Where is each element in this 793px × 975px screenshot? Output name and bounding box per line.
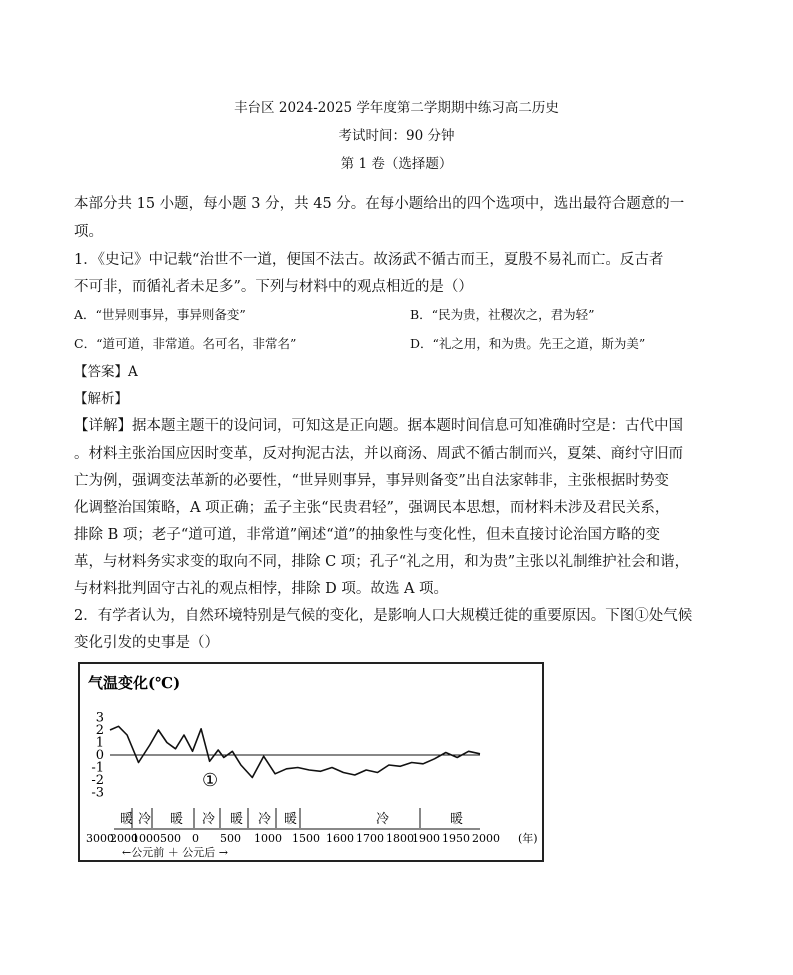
era-label: ←公元前 ＋ 公元后 → — [122, 846, 228, 859]
annotation-circled-1: ① — [202, 770, 219, 791]
temperature-chart — [78, 662, 544, 862]
x-unit-label: (年) — [518, 832, 538, 845]
q1-option-a[interactable]: A．“世异则事异，事异则备变” — [74, 307, 246, 322]
period-label: 冷 — [138, 812, 152, 827]
q2-stem-line-2: 变化引发的史事是（） — [74, 635, 219, 651]
q1-detail-line: 【详解】据本题主题干的设问词，可知这是正向题。据本题时间信息可知准确时空是：古代中国 — [74, 418, 683, 434]
y-tick-label: -2 — [91, 773, 104, 788]
series-line — [110, 726, 480, 777]
period-label: 暖 — [120, 812, 134, 827]
intro-line-2: 项。 — [74, 224, 103, 240]
chart-title: 气温变化(℃) — [88, 674, 181, 692]
q1-analysis-label: 【解析】 — [74, 391, 128, 407]
q1-detail-line: 。材料主张治国应因时变革，反对拘泥古法，并以商汤、周武不循古制而兴，夏桀、商纣守旧而 — [74, 446, 683, 462]
x-ticks — [86, 832, 500, 845]
y-tick-label: -3 — [91, 785, 104, 801]
q1-detail-line: 亡为例，强调变法革新的必要性，“世异则事异，事异则备变”出自法家韩非，主张根据时势变 — [74, 473, 669, 489]
x-tick-label: 2000 — [472, 832, 500, 845]
x-tick-label: 1950 — [442, 832, 470, 845]
y-tick-label: -1 — [91, 760, 104, 776]
x-tick-label: 1600 — [326, 832, 354, 845]
x-tick-label: 3000 — [86, 832, 114, 845]
x-tick-label: 1800 — [386, 832, 414, 845]
y-tick-label: 0 — [95, 748, 104, 763]
q1-option-b[interactable]: B．“民为贵，社稷次之，君为轻” — [410, 307, 595, 322]
x-tick-label: 2000 — [110, 832, 138, 845]
period-labels — [120, 808, 463, 828]
period-label: 冷 — [202, 812, 216, 827]
y-tick-label: 2 — [95, 723, 104, 738]
x-tick-label: 1000 — [132, 832, 160, 845]
q2-stem-line-1: 2．有学者认为，自然环境特别是气候的变化，是影响人口大规模迁徙的重要原因。下图①处气候 — [74, 608, 693, 624]
q1-detail-line: 革，与材料务实求变的取向不同，排除 C 项；孔子“礼之用，和为贵”主张以礼制维护社会和谐， — [74, 554, 690, 570]
q1-stem-line-1: 1．《史记》中记载“治世不一道，便国不法古。故汤武不循古而王，夏殷不易礼而亡。反古者 — [74, 252, 664, 268]
x-tick-label: 0 — [192, 832, 199, 845]
x-tick-label: 1500 — [292, 832, 320, 845]
q1-detail-line: 化调整治国策略，A 项正确；孟子主张“民贵君轻”，强调民本思想，而材料未涉及君民关系， — [74, 500, 670, 516]
x-tick-label: 1000 — [254, 832, 282, 845]
q1-detail-line: 排除 B 项；老子“道可道，非常道”阐述“道”的抽象性与变化性，但未直接讨论治国方略的变 — [74, 527, 661, 543]
period-label: 暖 — [450, 812, 464, 827]
period-label: 暖 — [170, 812, 184, 827]
volume-title: 第 1 卷（选择题） — [340, 156, 453, 172]
exam-time: 考试时间：90 分钟 — [338, 128, 455, 144]
y-tick-label: 3 — [95, 710, 104, 726]
x-tick-label: 1900 — [412, 832, 440, 845]
q1-option-c[interactable]: C．“道可道，非常道。名可名，非常名” — [74, 336, 297, 351]
page-title: 丰台区 2024-2025 学年度第二学期期中练习高二历史 — [234, 100, 559, 116]
q1-answer: 【答案】A — [74, 364, 138, 380]
temperature-chart-svg — [80, 664, 542, 860]
period-label: 暖 — [230, 812, 244, 827]
y-ticks — [91, 711, 104, 801]
q1-stem-line-2: 不可非，而循礼者未足多”。下列与材料中的观点相近的是（） — [74, 279, 473, 295]
intro-line-1: 本部分共 15 小题，每小题 3 分，共 45 分。在每小题给出的四个选项中，选出最符合题意的一 — [74, 196, 685, 212]
temperature-series-path — [110, 726, 480, 777]
x-tick-label: 500 — [220, 832, 241, 845]
period-label: 冷 — [376, 812, 390, 827]
q1-option-d[interactable]: D．“礼之用，和为贵。先王之道，斯为美” — [410, 336, 646, 351]
x-tick-label: 500 — [160, 832, 181, 845]
x-tick-label: 1700 — [356, 832, 384, 845]
period-label: 冷 — [258, 812, 272, 827]
q1-detail-line: 与材料批判固守古礼的观点相悖，排除 D 项。故选 A 项。 — [74, 581, 449, 597]
period-label: 暖 — [284, 812, 298, 827]
y-tick-label: 1 — [95, 735, 104, 751]
